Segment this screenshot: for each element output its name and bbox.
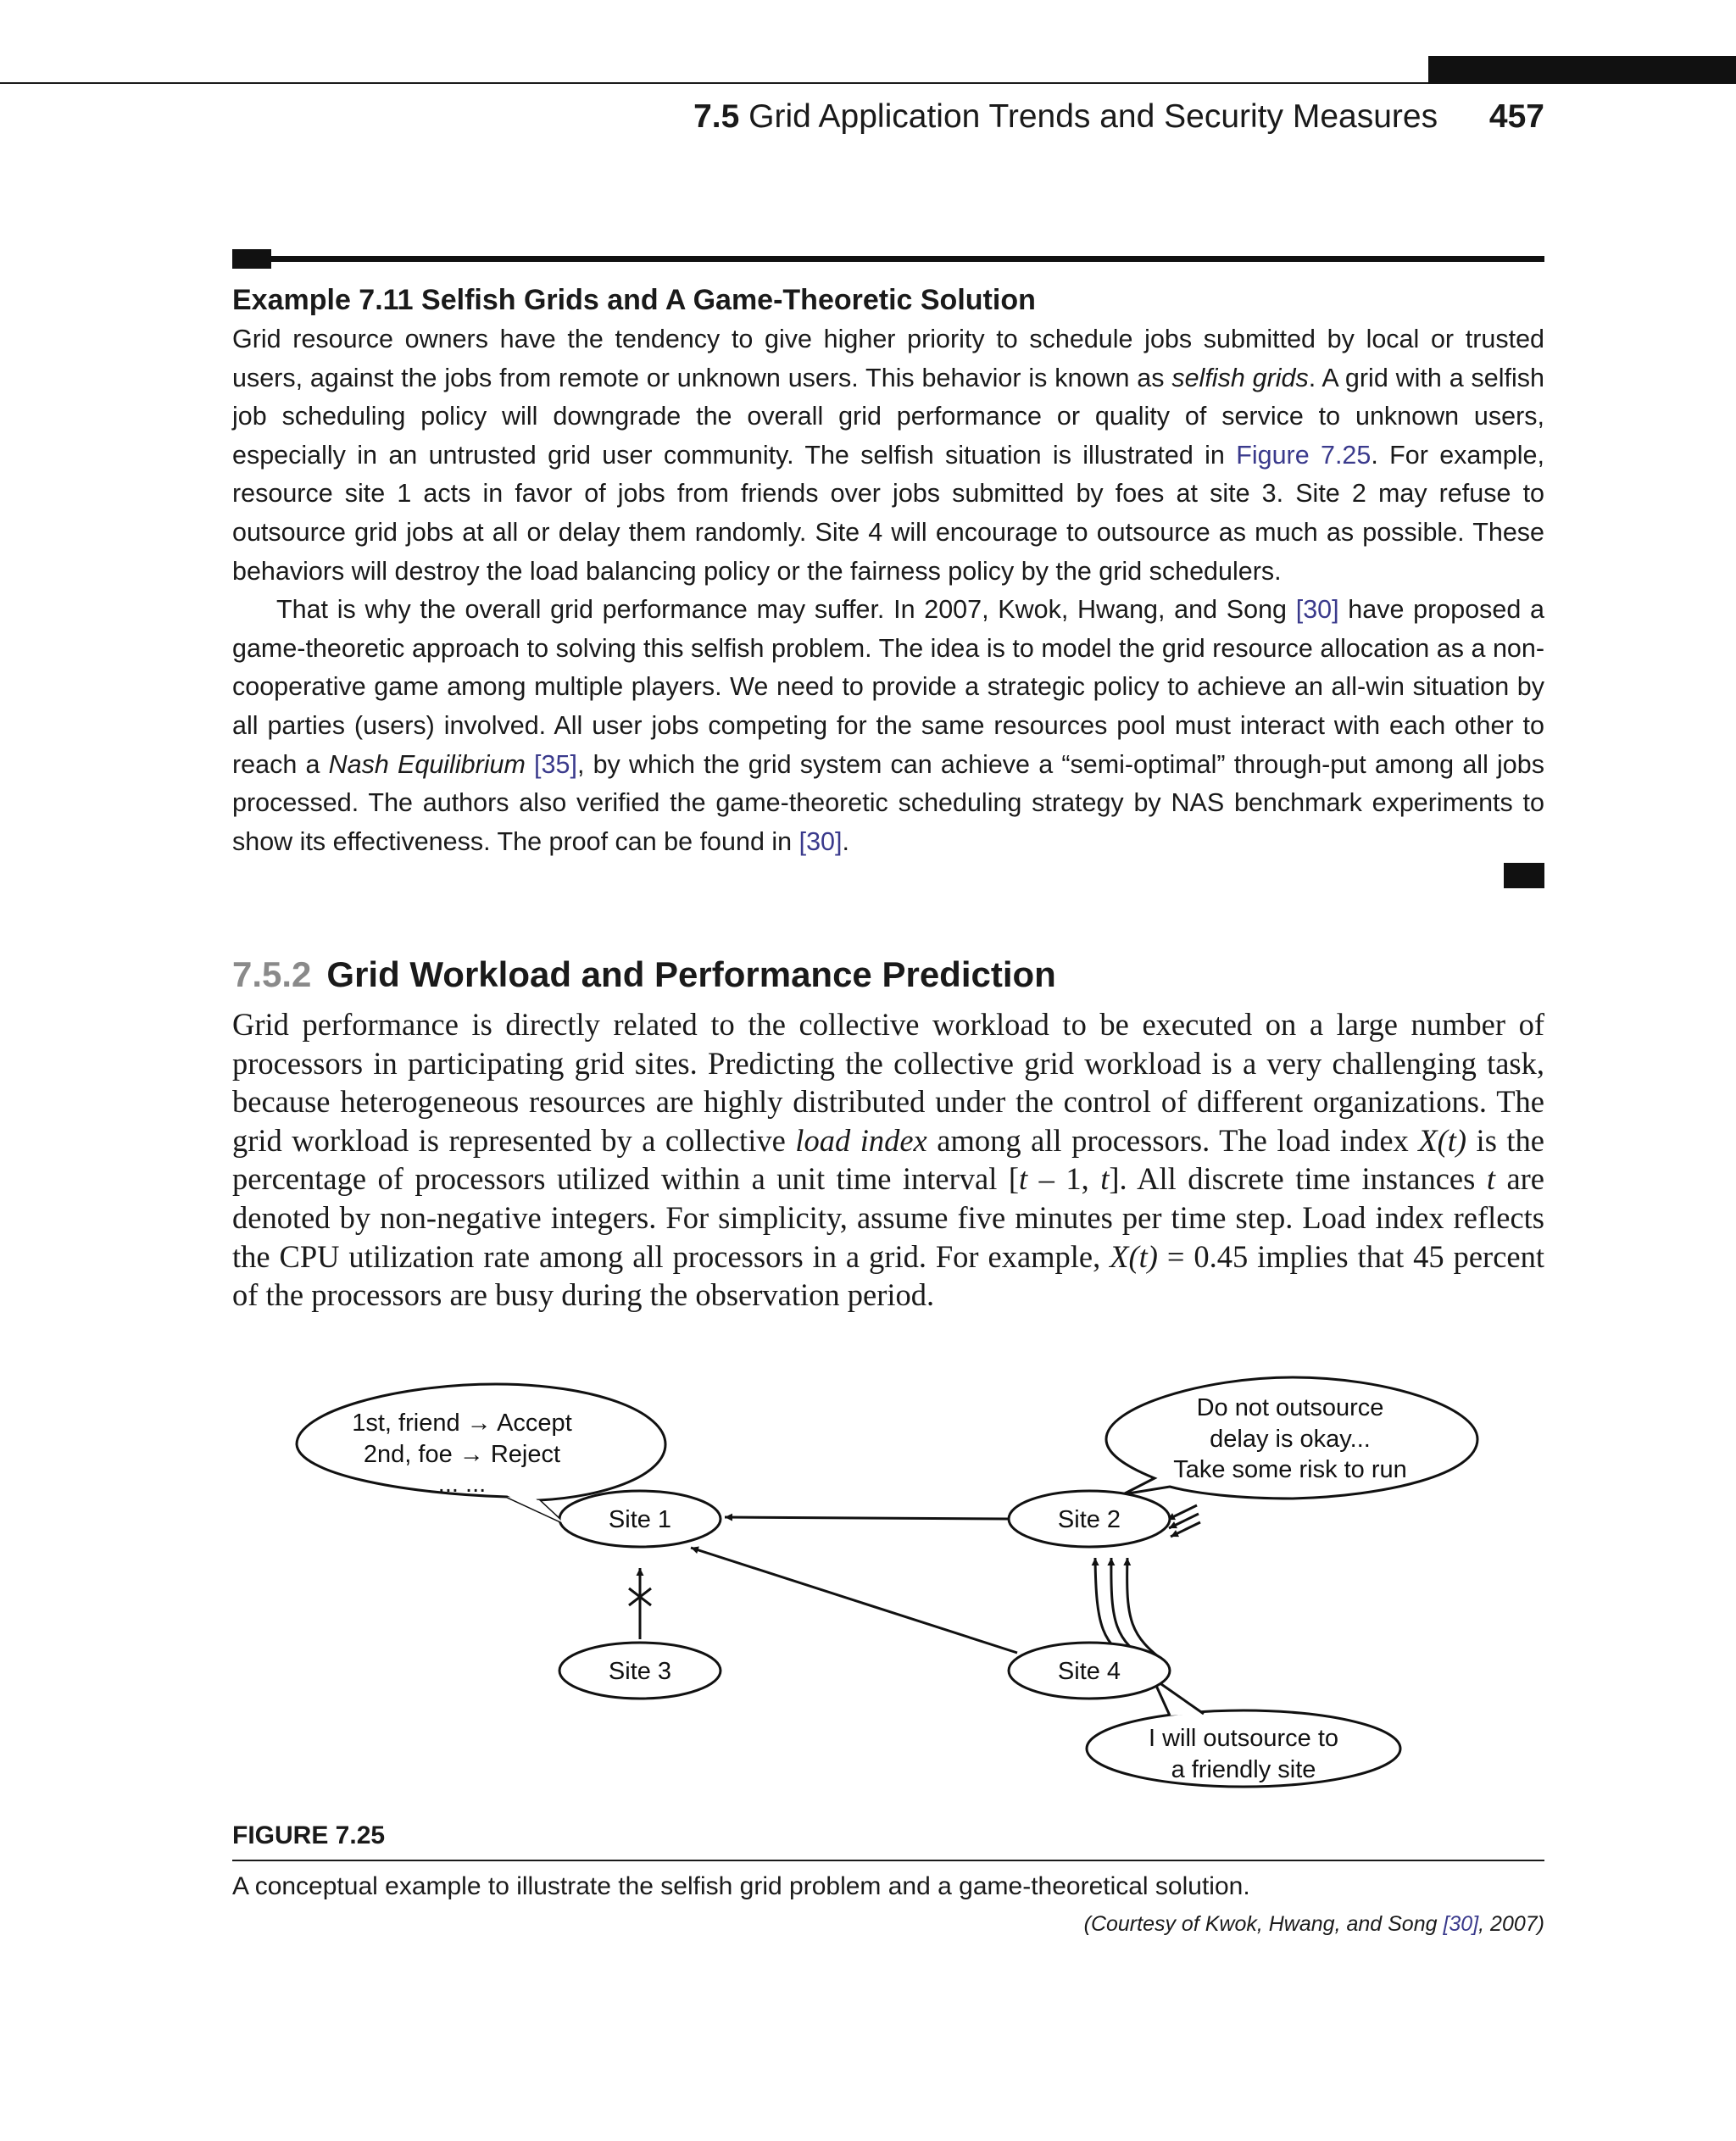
bubble-1-line-2: 2nd, foe → Reject bbox=[363, 1441, 561, 1468]
corner-block bbox=[1428, 56, 1736, 84]
bubble-1-line-3: ... ... bbox=[437, 1471, 487, 1498]
bubble-2-line-1: Do not outsource bbox=[1196, 1394, 1384, 1421]
example-body bbox=[232, 320, 1544, 861]
selfish-grids-term: selfish grids bbox=[1171, 363, 1309, 392]
citation-link-35[interactable]: [35] bbox=[525, 749, 577, 779]
bubble-1-line-1: 1st, friend → Accept bbox=[352, 1410, 572, 1437]
page-number: 457 bbox=[1488, 98, 1544, 135]
figure-rule bbox=[232, 1860, 1544, 1861]
edge-site2-to-site1 bbox=[725, 1517, 1009, 1519]
example-end-marker bbox=[1504, 863, 1544, 888]
figure-label: FIGURE 7.25 bbox=[232, 1821, 386, 1849]
example-paragraph-1: Grid resource owners have the tendency to give higher priority to schedule jobs submitted by local or trusted users, against the jobs from remote or unknown users. This behavior is known as selfish grids. A grid with a selfish job scheduling policy will downgrade the overall grid performance or quality of service to unknown users, especially in an untrusted grid user community. The selfish situation is illustrated in Figure 7.25. For example, resource site 1 acts in favor of jobs from friends over jobs submitted by foes at site 3. Site 2 may refuse to outsource grid jobs at all or delay them randomly. Site 4 will encourage to outsource as much as possible. These behaviors will destroy the load balancing policy or the fairness policy by the grid schedulers. bbox=[232, 325, 1544, 586]
figure-diagram bbox=[254, 1365, 1492, 1805]
section-number: 7.5.2 bbox=[232, 954, 312, 994]
site-1-label: Site 1 bbox=[608, 1506, 672, 1533]
section-title: Grid Workload and Performance Prediction bbox=[326, 954, 1056, 994]
example-title: Example 7.11 Selfish Grids and A Game-Theoretic Solution bbox=[232, 284, 1036, 316]
figure-caption: A conceptual example to illustrate the selfish grid problem and a game-theoretical solution. bbox=[232, 1872, 1250, 1900]
running-head bbox=[693, 93, 1544, 141]
bubble-3-line-1: I will outsource to bbox=[1148, 1725, 1339, 1752]
running-head-section-number: 7.5 bbox=[693, 98, 740, 135]
section-paragraph: Grid performance is directly related to the collective workload to be executed on a large number of processors in participating grid sites. Predicting the collective grid workload is a very challenging task, because heterogeneous resources are highly distributed under the control of different organizations. The grid workload is represented by a collective load index among all processors. The load index X(t) is the percentage of processors utilized within a unit time interval [t – 1, t]. All discrete time instances t are denoted by non-negative integers. For simplicity, assume five minutes per time step. Load index reflects the CPU utilization rate among all processors in a grid. For example, X(t) = 0.45 implies that 45 percent of the processors are busy during the observation period. bbox=[232, 1007, 1544, 1313]
site-4-label: Site 4 bbox=[1057, 1658, 1121, 1685]
courtesy-citation-link[interactable]: [30] bbox=[1443, 1912, 1479, 1936]
edge-site4-to-site1 bbox=[691, 1548, 1017, 1653]
section-heading bbox=[232, 951, 1056, 998]
citation-link-30-b[interactable]: [30] bbox=[798, 826, 843, 856]
figure-courtesy: (Courtesy of Kwok, Hwang, and Song [30], 2007) bbox=[1083, 1912, 1544, 1936]
figure-reference-link[interactable]: Figure 7.25 bbox=[1236, 440, 1372, 470]
example-rule bbox=[232, 256, 1544, 262]
site-3-label: Site 3 bbox=[608, 1658, 672, 1685]
running-head-section-title: Grid Application Trends and Security Measures bbox=[748, 98, 1438, 135]
bubble-2-line-3: Take some risk to run bbox=[1173, 1456, 1407, 1483]
top-rule bbox=[0, 82, 1428, 84]
nash-equilibrium-term: Nash Equilibrium bbox=[328, 749, 526, 779]
bubble-2-line-2: delay is okay... bbox=[1210, 1426, 1371, 1453]
citation-link-30[interactable]: [30] bbox=[1295, 595, 1339, 625]
bubble-3-line-2: a friendly site bbox=[1171, 1756, 1316, 1783]
site-2-label: Site 2 bbox=[1057, 1506, 1121, 1533]
example-paragraph-2: That is why the overall grid performance may suffer. In 2007, Kwok, Hwang, and Song [30] have proposed a game-theoretic approach to solving this selfish problem. The idea is to model the grid resource allocation as a non-cooperative game among multiple players. We need to provide a strategic policy to achieve an all-win situation by all parties (users) involved. All user jobs competing for the same resources pool must interact with each other to reach a Nash Equilibrium [35], by which the grid system can achieve a “semi-optimal” through-put among all jobs processed. The authors also verified the game-theoretic scheduling strategy by NAS benchmark experiments to show its effectiveness. The proof can be found in [30]. bbox=[232, 595, 1544, 856]
section-body bbox=[232, 1005, 1544, 1315]
